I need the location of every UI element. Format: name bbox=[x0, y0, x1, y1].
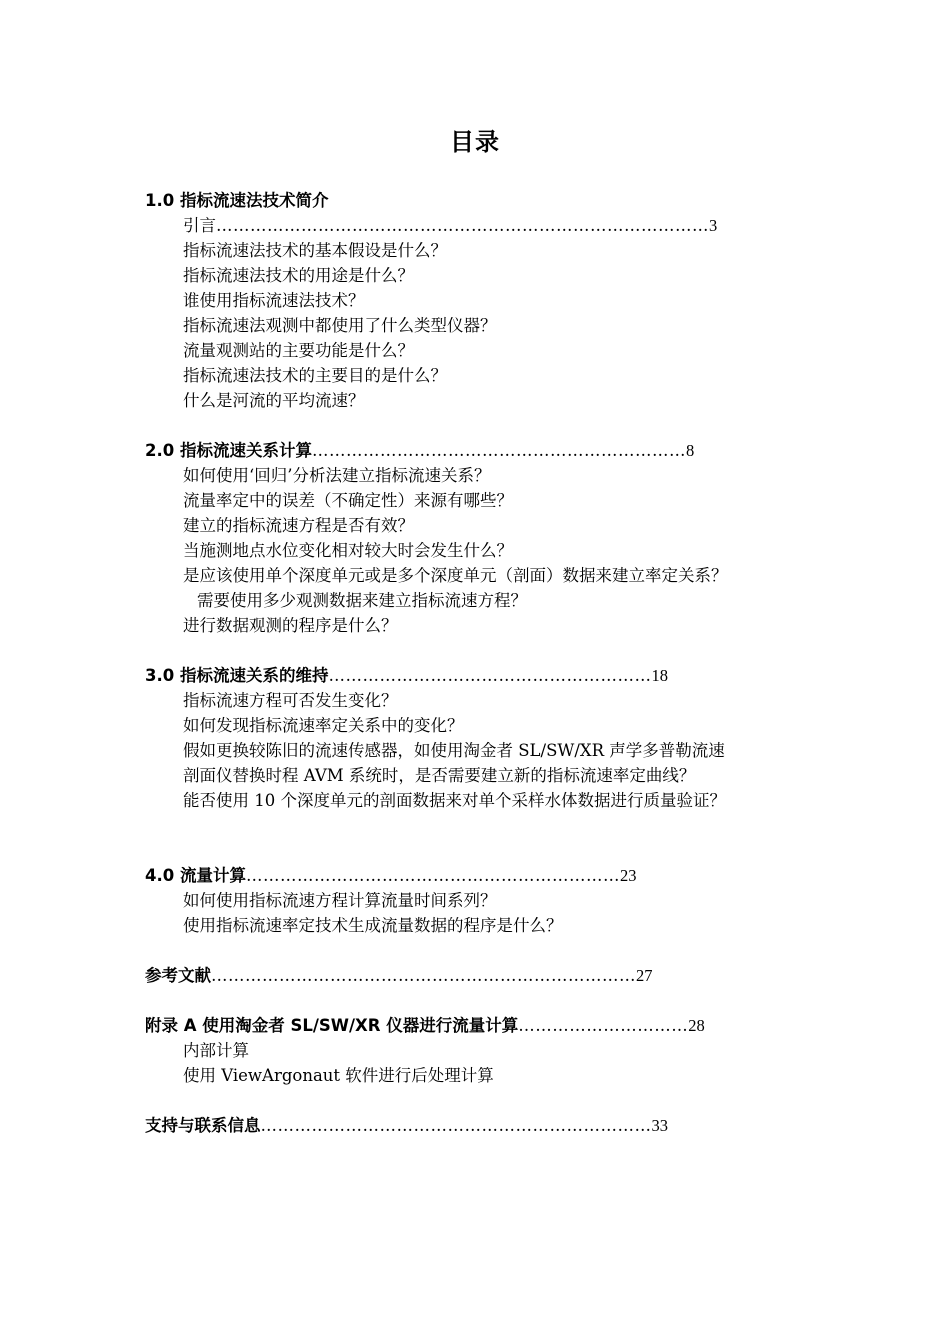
dot-leader: ………………………………………………………… bbox=[245, 866, 620, 885]
toc-item[interactable]: 流量观测站的主要功能是什么？ bbox=[183, 341, 414, 360]
toc-heading-section-1[interactable] bbox=[145, 188, 328, 213]
toc-heading-references[interactable] bbox=[145, 963, 653, 988]
toc-heading-text: 2.0 指标流速关系计算 bbox=[145, 441, 312, 460]
toc-item[interactable]: 指标流速法技术的基本假设是什么？ bbox=[183, 241, 447, 260]
toc-item[interactable]: 使用 ViewArgonaut 软件进行后处理计算 bbox=[183, 1066, 494, 1085]
toc-page-number: 27 bbox=[636, 966, 653, 985]
toc-item[interactable]: 需要使用多少观测数据来建立指标流速方程？ bbox=[197, 591, 527, 610]
toc-page-number: 28 bbox=[688, 1016, 705, 1035]
toc-heading-text: 参考文献 bbox=[145, 966, 211, 985]
toc-page-number: 23 bbox=[619, 866, 637, 885]
toc-heading-section-4[interactable] bbox=[145, 863, 636, 888]
toc-item[interactable] bbox=[183, 213, 717, 238]
toc-item[interactable]: 能否使用 10 个深度单元的剖面数据来对单个采样水体数据进行质量验证？ bbox=[183, 791, 726, 810]
dot-leader: …………………………………………………………………………… bbox=[216, 216, 709, 235]
toc-item[interactable]: 建立的指标流速方程是否有效？ bbox=[183, 516, 414, 535]
toc-heading-text: 4.0 流量计算 bbox=[145, 866, 246, 885]
toc-item[interactable]: 使用指标流速率定技术生成流量数据的程序是什么？ bbox=[183, 916, 563, 935]
dot-leader: ………………………… bbox=[518, 1016, 689, 1035]
toc-item[interactable]: 剖面仪替换时程 AVM 系统时，是否需要建立新的指标流速率定曲线？ bbox=[183, 766, 696, 785]
toc-item[interactable]: 假如更换较陈旧的流速传感器，如使用淘金者 SL/SW/XR 声学多普勒流速 bbox=[183, 741, 725, 760]
toc-heading-section-2[interactable] bbox=[145, 438, 694, 463]
dot-leader: ………………………………………………… bbox=[328, 666, 652, 685]
toc-page-number: 8 bbox=[685, 441, 695, 460]
toc-heading-text: 附录 A 使用淘金者 SL/SW/XR 仪器进行流量计算 bbox=[145, 1016, 519, 1035]
toc-item[interactable]: 进行数据观测的程序是什么？ bbox=[183, 616, 398, 635]
toc-item[interactable]: 如何使用指标流速方程计算流量时间系列？ bbox=[183, 891, 497, 910]
toc-heading-text: 1.0 指标流速法技术简介 bbox=[145, 191, 329, 210]
dot-leader: …………………………………………………………… bbox=[260, 1116, 652, 1135]
toc-heading-support[interactable] bbox=[145, 1113, 668, 1138]
toc-heading-text: 3.0 指标流速关系的维持 bbox=[145, 666, 329, 685]
toc-item[interactable]: 指标流速法技术的用途是什么？ bbox=[183, 266, 414, 285]
toc-heading-section-3[interactable] bbox=[145, 663, 668, 688]
toc-item[interactable]: 什么是河流的平均流速？ bbox=[183, 391, 365, 410]
toc-heading-appendix-a[interactable] bbox=[145, 1013, 705, 1038]
toc-heading-text: 支持与联系信息 bbox=[145, 1116, 261, 1135]
toc-item[interactable]: 指标流速方程可否发生变化？ bbox=[183, 691, 398, 710]
toc-page-number: 3 bbox=[709, 216, 718, 235]
page-title: 目录 bbox=[450, 128, 500, 156]
toc-item[interactable]: 如何发现指标流速率定关系中的变化？ bbox=[183, 716, 464, 735]
toc-item[interactable]: 谁使用指标流速法技术？ bbox=[183, 291, 365, 310]
toc-item[interactable]: 是应该使用单个深度单元或是多个深度单元（剖面）数据来建立率定关系？ bbox=[183, 566, 728, 585]
toc-item[interactable]: 指标流速法技术的主要目的是什么？ bbox=[183, 366, 447, 385]
toc-item[interactable]: 如何使用‘回归’分析法建立指标流速关系？ bbox=[183, 466, 491, 485]
toc-page-number: 18 bbox=[651, 666, 668, 685]
toc-item[interactable]: 内部计算 bbox=[183, 1041, 249, 1060]
toc-item-text: 引言 bbox=[183, 216, 216, 235]
dot-leader: ………………………………………………………………… bbox=[211, 966, 636, 985]
toc-item[interactable]: 当施测地点水位变化相对较大时会发生什么？ bbox=[183, 541, 513, 560]
toc-item[interactable]: 流量率定中的误差（不确定性）来源有哪些？ bbox=[183, 491, 513, 510]
toc-page-number: 33 bbox=[651, 1116, 668, 1135]
toc-item[interactable]: 指标流速法观测中都使用了什么类型仪器？ bbox=[183, 316, 497, 335]
dot-leader: ………………………………………………………… bbox=[311, 441, 686, 460]
